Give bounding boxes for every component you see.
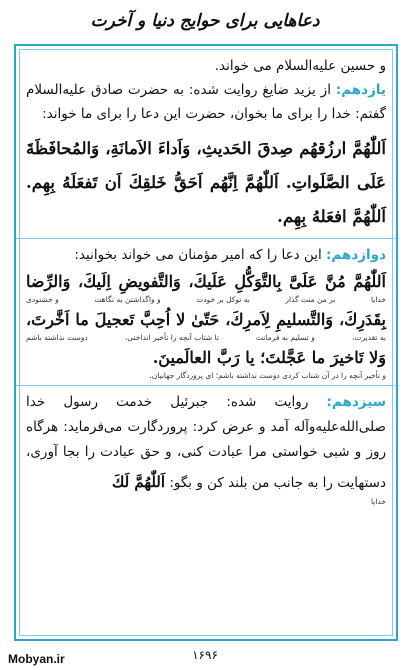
- page-number: ۱۶۹۶: [192, 648, 218, 662]
- gloss-word: تا شتاب آنچه را تأخیر انداختی،: [124, 333, 219, 342]
- page-frame: [14, 44, 398, 641]
- intro-text: و حسین علیه‌السلام می خواند.: [214, 58, 386, 74]
- arabic-dua: اَللّٰهُمَّ ارزُقهُم صِدقَ الحَدیثِ، وَاَداءَ الاَمانَةِ، وَالمُحافَظَةَ عَلَى الصَّلَواتِ. اَللّٰهُمَّ اِنَّهُم اَحَقُّ خَلقِكَ اَن تَفعَلَهُ بِهِم. اَللّٰهُمَّ افعَلهُ بِهِم.: [26, 139, 386, 226]
- arabic-line: وَلا تَاخیرَ ما عَجَّلتَ؛ یا رَبَّ العالَمینَ.: [152, 348, 386, 367]
- gloss-word: و واگذاشتن به نگاهت: [94, 295, 161, 304]
- paragraph-thirteenth: [26, 390, 386, 499]
- arabic-line: اَللّٰهُمَّ مُنَّ عَلَىَّ بِالتَّوَكُّلِ عَلَیكَ، وَالتَّفویضِ اِلَیكَ، وَالرِّضا: [26, 272, 386, 291]
- translation-line: [26, 371, 386, 381]
- section-divider: [16, 238, 396, 239]
- page-title: دعاهایی برای حوایج دنیا و آخرت: [90, 11, 320, 31]
- section-number: یازدهم:: [335, 82, 386, 98]
- site-watermark: Mobyan.ir: [8, 652, 65, 666]
- paragraph-text: این دعا را که امیر مؤمنان می خواند بخوانید:: [74, 247, 326, 263]
- paragraph-text: از یزید ضایغ روایت شده: به حضرت صادق علیه‌السلام گفتم: خدا را برای ما بخوان، حضرت این دعا را برای ما خواند:: [26, 82, 386, 122]
- arabic-dua-start: اَللّٰهُمَّ لَكَ: [111, 473, 166, 491]
- paragraph-eleventh: [26, 78, 386, 126]
- page-content: [26, 54, 386, 507]
- paragraph-twelfth: [26, 243, 386, 267]
- translation-line: [26, 295, 386, 305]
- arabic-line: بِقَدَرِكَ، وَالتَّسلیمِ لِاَمرِكَ، حَتّىٰ لا اُحِبَّ تَعجیلَ ما اَخَّرتَ،: [26, 310, 386, 329]
- gloss-word: بر من منت گذار: [285, 295, 336, 304]
- paragraph-text: روایت شده: جبرئیل خدمت رسول خدا صلی‌الله‌علیه‌وآله آمد و عرض کرد: پروردگارت می‌فرماید: هرگاه روز و شبی خواستی مرا عبادت کنی، و حق عبادت را بجا آوری، دستهایت را به جانب من بلند کن و بگو:: [26, 394, 386, 491]
- gloss-word: به تقدیرت،: [351, 333, 386, 342]
- interlinear-dua: [26, 269, 386, 381]
- gloss-word: خدایا: [370, 295, 386, 304]
- translation-line: [26, 333, 386, 343]
- gloss-word: و خشنودی: [26, 295, 59, 304]
- section-number: سیزدهم:: [326, 394, 386, 410]
- paragraph-intro: [26, 54, 386, 78]
- gloss-word: به توکل بر خودت: [196, 295, 250, 304]
- gloss-word: و تأخیر آنچه را در آن شتاب کردی دوست نداشته باشم؛ ای پروردگار جهانیان.: [149, 371, 386, 380]
- translation-line: خدایا: [370, 497, 386, 506]
- gloss-word: دوست نداشته باشم: [26, 333, 88, 342]
- gloss-word: و تسلیم به فرمانت: [256, 333, 315, 342]
- section-number: دوازدهم:: [326, 247, 386, 263]
- section-divider: [16, 385, 396, 386]
